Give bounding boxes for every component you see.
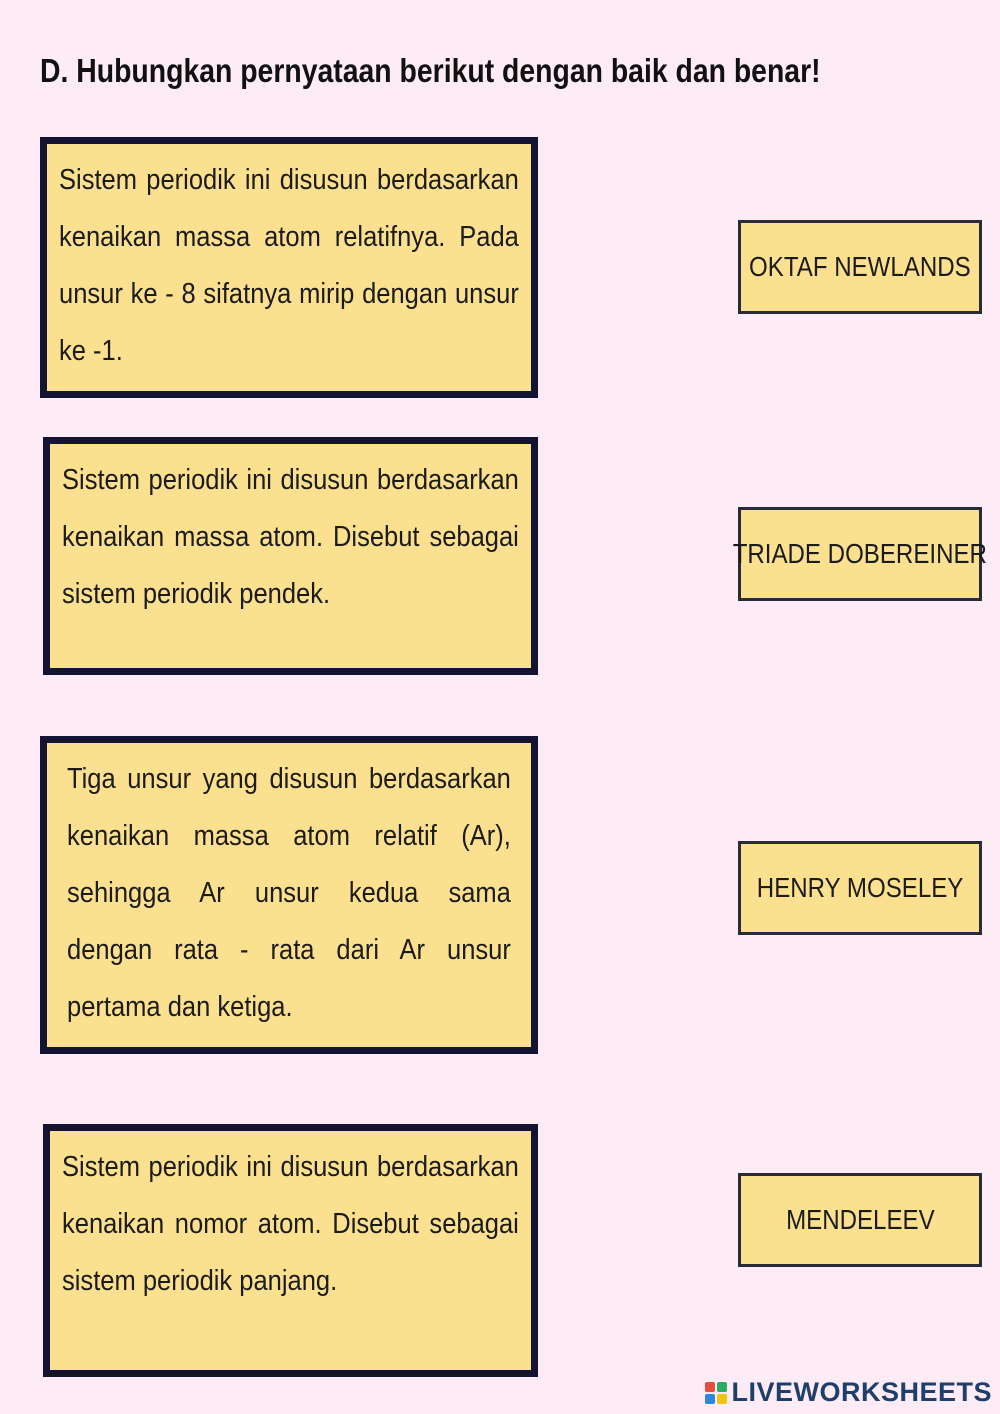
worksheet-title: D. Hubungkan pernyataan berikut dengan baik dan benar! (40, 52, 821, 89)
logo-tile-l (705, 1382, 715, 1392)
logo-tile-v (705, 1394, 715, 1404)
brand-name: LIVEWORKSHEETS (731, 1377, 992, 1407)
logo-tile-e (717, 1394, 727, 1404)
answer-box-oktaf-newlands[interactable] (738, 220, 982, 314)
liveworksheets-brand (705, 1377, 992, 1408)
answer-box-henry-moseley[interactable] (738, 841, 982, 935)
statement-card-2[interactable] (43, 437, 538, 675)
answer-label: OKTAF NEWLANDS (749, 251, 971, 282)
answer-box-triade-dobereiner[interactable] (732, 507, 988, 601)
liveworksheets-logo-icon (705, 1382, 727, 1404)
answer-label: HENRY MOSELEY (756, 872, 964, 903)
statement-card-1[interactable] (40, 137, 538, 398)
statement-text: Sistem periodik ini disusun berdasarkan kenaikan massa atom relatifnya. Pada unsur ke - 8 sifatnya mirip dengan unsur ke -1. (59, 164, 519, 367)
statement-text: Sistem periodik ini disusun berdasarkan kenaikan nomor atom. Disebut sebagai sistem periodik panjang. (62, 1151, 519, 1297)
answer-label: TRIADE DOBEREINER (732, 538, 988, 569)
answer-label: MENDELEEV (785, 1204, 935, 1235)
statement-text: Tiga unsur yang disusun berdasarkan kenaikan massa atom relatif (Ar), sehingga Ar unsur kedua sama dengan rata - rata dari Ar unsur pertama dan ketiga. (67, 763, 511, 1023)
logo-tile-i (717, 1382, 727, 1392)
statement-card-4[interactable] (43, 1124, 538, 1377)
statement-card-3[interactable] (40, 736, 538, 1054)
statement-text: Sistem periodik ini disusun berdasarkan kenaikan massa atom. Disebut sebagai sistem periodik pendek. (62, 464, 519, 610)
answer-box-mendeleev[interactable] (738, 1173, 982, 1267)
